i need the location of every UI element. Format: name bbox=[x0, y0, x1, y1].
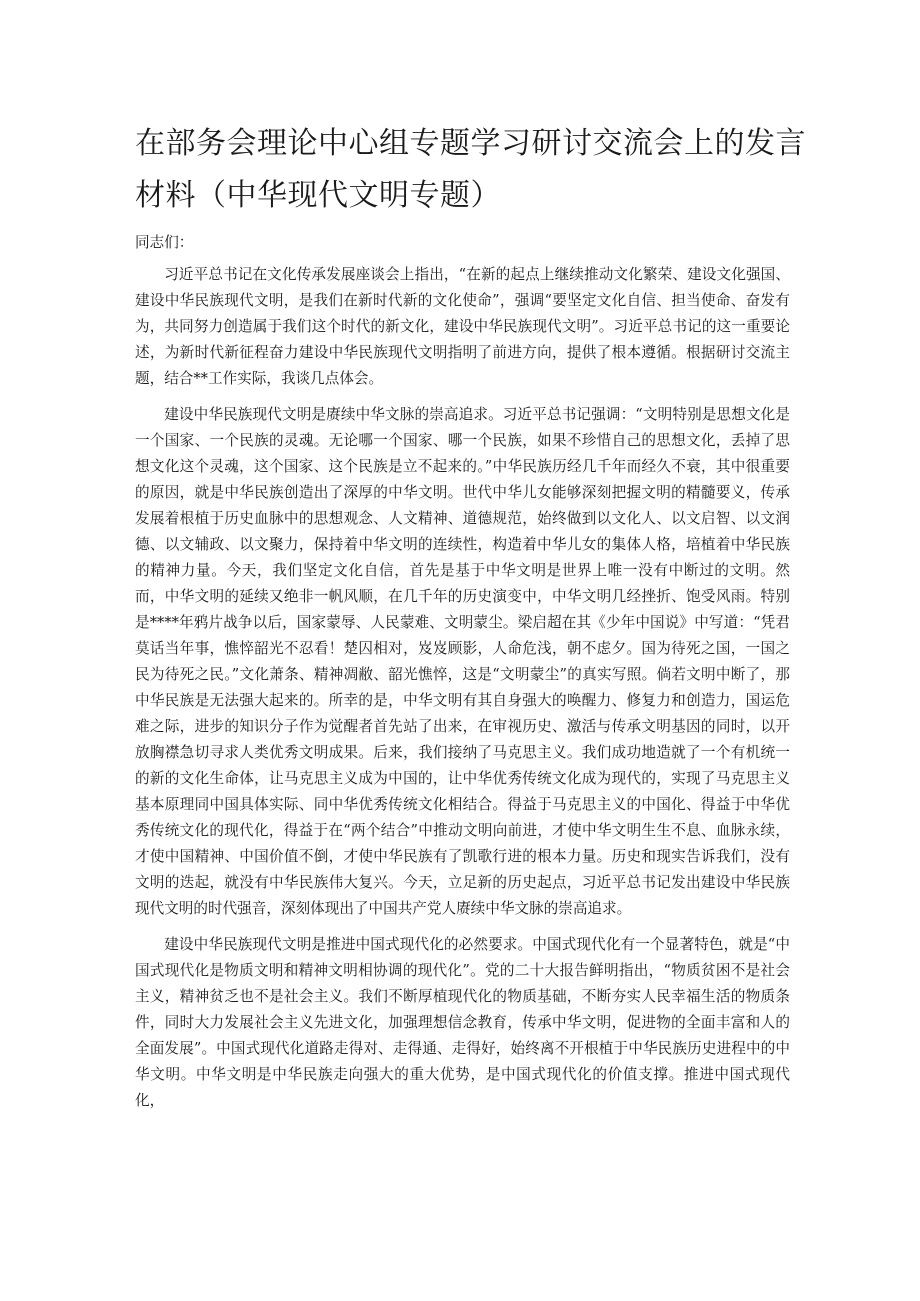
title-line-2: 材料（中华现代文明专题） bbox=[135, 178, 501, 213]
document-title bbox=[135, 118, 806, 222]
paragraph-cultural-heritage: 建设中华民族现代文明是赓续中华文脉的崇高追求。习近平总书记强调：“文明特别是思想文化是一个国家、一个民族的灵魂。无论哪一个国家、哪一个民族，如果不珍惜自己的思想文化，丢掉了思想文化这个灵魂，这个国家、这个民族是立不起来的。”中华民族历经几千年而经久不衰，其中很重要的原因，就是中华民族创造出了深厚的中华文明。世代中华儿女能够深刻把握文明的精髓要义，传承发展着根植于历史血脉中的思想观念、人文精神、道德规范，始终做到以文化人、以文启智、以文润德、以文辅政、以文聚力，保持着中华文明的连续性，构造着中华儿女的集体人格，培植着中华民族的精神力量。今天，我们坚定文化自信，首先是基于中华文明是世界上唯一没有中断过的文明。然而，中华文明的延续又绝非一帆风顺，在几千年的历史演变中，中华文明几经挫折、饱受风雨。特别是****年鸦片战争以后，国家蒙辱、人民蒙难、文明蒙尘。梁启超在其《少年中国说》中写道：“凭君莫话当年事，憔悴韶光不忍看！楚囚相对，岌岌顾影，人命危浅，朝不虑夕。国为待死之国，一国之民为待死之民。”文化萧条、精神凋敝、韶光憔悴，这是“文明蒙尘”的真实写照。倘若文明中断了，那中华民族是无法强大起来的。所幸的是，中华文明有其自身强大的唤醒力、修复力和创造力，国运危难之际，进步的知识分子作为觉醒者首先站了出来，在审视历史、激活与传承文明基因的同时，以开放胸襟急切寻求人类优秀文明成果。后来，我们接纳了马克思主义。我们成功地造就了一个有机统一的新的文化生命体，让马克思主义成为中国的，让中华优秀传统文化成为现代的，实现了马克思主义基本原理同中国具体实际、同中华优秀传统文化相结合。得益于马克思主义的中国化、得益于中华优秀传统文化的现代化，得益于在“两个结合”中推动文明向前进，才使中华文明生生不息、血脉永续，才使中国精神、中国价值不倒，才使中华民族有了凯歌行进的根本力量。历史和现实告诉我们，没有文明的迭起，就没有中华民族伟大复兴。今天，立足新的历史起点，习近平总书记发出建设中华民族现代文明的时代强音，深刻体现出了中国共产党人赓续中华文脉的崇高追求。 bbox=[135, 406, 790, 917]
salutation: 同志们： bbox=[135, 234, 194, 251]
document-body bbox=[135, 230, 790, 1124]
paragraph-intro: 习近平总书记在文化传承发展座谈会上指出，“在新的起点上继续推动文化繁荣、建设文化强国、建设中华民族现代文明，是我们在新时代新的文化使命”，强调“要坚定文化自信、担当使命、奋发有为，共同努力创造属于我们这个时代的新文化，建设中华民族现代文明”。习近平总书记的这一重要论述，为新时代新征程奋力建设中华民族现代文明指明了前进方向，提供了根本遵循。根据研讨交流主题，结合**工作实际，我谈几点体会。 bbox=[135, 266, 790, 387]
title-line-1: 在部务会理论中心组专题学习研讨交流会上的发言 bbox=[135, 126, 806, 161]
paragraph-modernization: 建设中华民族现代文明是推进中国式现代化的必然要求。中国式现代化有一个显著特色，就是“中国式现代化是物质文明和精神文明相协调的现代化”。党的二十大报告鲜明指出，“物质贫困不是社会主义，精神贫乏也不是社会主义。我们不断厚植现代化的物质基础，不断夯实人民幸福生活的物质条件，同时大力发展社会主义先进文化，加强理想信念教育，传承中华文明，促进物的全面丰富和人的全面发展”。中国式现代化道路走得对、走得通、走得好，始终离不开根植于中华民族历史进程中的中华文明。中华文明是中华民族走向强大的重大优势，是中国式现代化的价值支撑。推进中国式现代化， bbox=[135, 936, 790, 1109]
